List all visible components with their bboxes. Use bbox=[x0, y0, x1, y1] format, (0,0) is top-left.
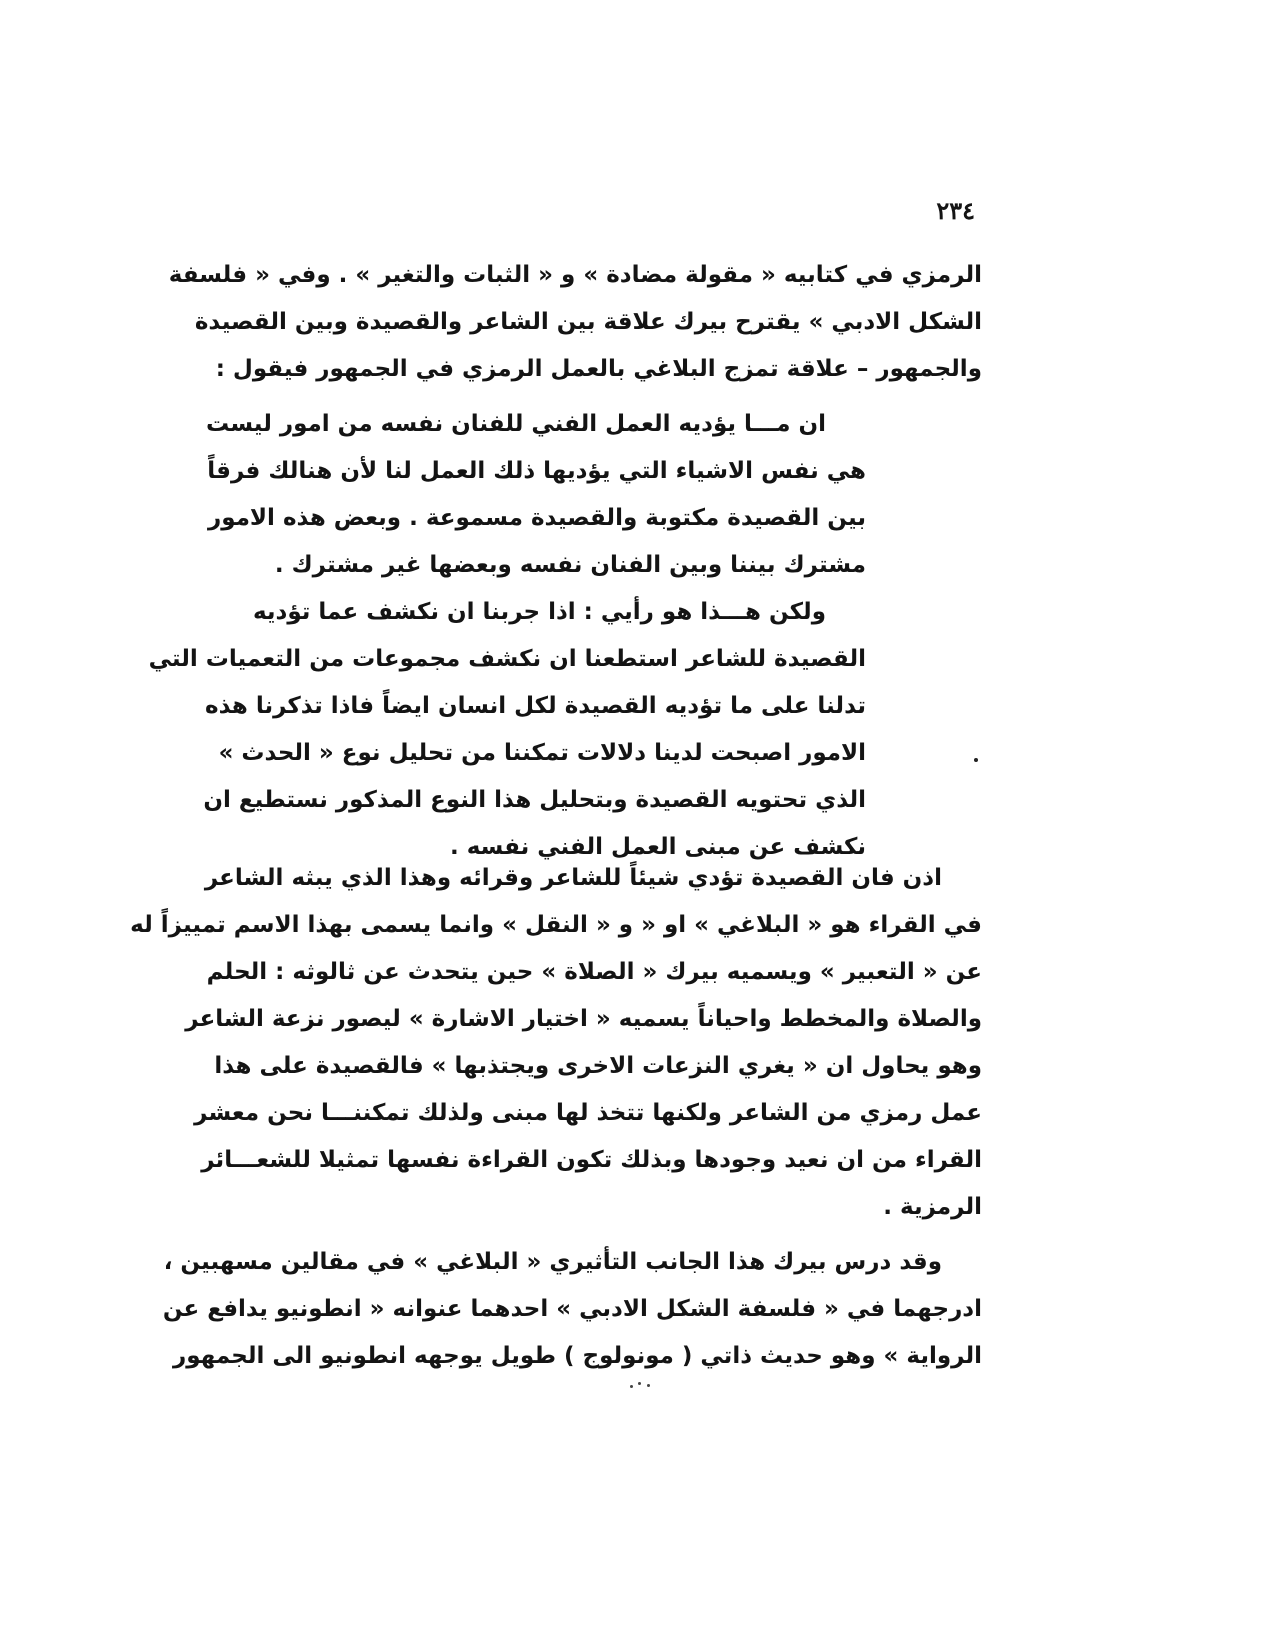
quote-line: الامور اصبحت لدينا دلالات تمكننا من تحليل نوع « الحدث » bbox=[218, 740, 866, 766]
quote-line: الذي تحتويه القصيدة وبتحليل هذا النوع المذكور نستطيع ان bbox=[203, 787, 866, 813]
paragraph-1 bbox=[168, 252, 982, 393]
paragraph-2 bbox=[130, 855, 982, 1231]
text-line: الرواية » وهو حديث ذاتي ( مونولوج ) طويل يوجهه انطونيو الى الجمهور bbox=[173, 1343, 982, 1369]
text-line: وقد درس بيرك هذا الجانب التأثيري « البلاغي » في مقالين مسهبين ، bbox=[163, 1249, 942, 1275]
text-line: اذن فان القصيدة تؤدي شيئاً للشاعر وقرائه وهذا الذي يبثه الشاعر bbox=[204, 865, 942, 891]
text-line: في القراء هو « البلاغي » او « و « النقل » وانما يسمى بهذا الاسم تمييزاً له bbox=[130, 912, 982, 938]
quote-line: بين القصيدة مكتوبة والقصيدة مسموعة . وبعض هذه الامور bbox=[208, 505, 866, 531]
quote-line: تدلنا على ما تؤديه القصيدة لكل انسان ايضاً فاذا تذكرنا هذه bbox=[205, 693, 866, 719]
stray-ink-dot bbox=[974, 758, 978, 762]
text-line: والجمهور – علاقة تمزج البلاغي بالعمل الرمزي في الجمهور فيقول : bbox=[215, 356, 982, 382]
text-line: القراء من ان نعيد وجودها وبذلك تكون القراءة نفسها تمثيلا للشعـــائر bbox=[201, 1147, 982, 1173]
page-number: ٢٣٤ bbox=[936, 196, 975, 225]
quote-line: القصيدة للشاعر استطعنا ان نكشف مجموعات من التعميات التي bbox=[148, 646, 866, 672]
text-line: ادرجهما في « فلسفة الشكل الادبي » احدهما عنوانه « انطونيو يدافع عن bbox=[162, 1296, 982, 1322]
stray-ink-marks bbox=[628, 1381, 652, 1389]
quote-line: نكشف عن مبنى العمل الفني نفسه . bbox=[449, 834, 866, 860]
text-line: الرمزية . bbox=[883, 1194, 982, 1220]
quote-line: هي نفس الاشياء التي يؤديها ذلك العمل لنا لأن هنالك فرقاً bbox=[207, 458, 866, 484]
quote-line: ان مـــا يؤديه العمل الفني للفنان نفسه من امور ليست bbox=[206, 411, 826, 437]
text-line: والصلاة والمخطط واحياناً يسميه « اختيار الاشارة » ليصور نزعة الشاعر bbox=[185, 1006, 982, 1032]
text-line: الشكل الادبي » يقترح بيرك علاقة بين الشاعر والقصيدة وبين القصيدة bbox=[194, 309, 982, 335]
quote-line: مشترك بيننا وبين الفنان نفسه وبعضها غير مشترك . bbox=[274, 552, 866, 578]
text-line: وهو يحاول ان « يغري النزعات الاخرى ويجتذبها » فالقصيدة على هذا bbox=[214, 1053, 982, 1079]
text-line: عن « التعبير » ويسميه بيرك « الصلاة » حين يتحدث عن ثالوثه : الحلم bbox=[206, 959, 982, 985]
quote-line: ولكن هـــذا هو رأيي : اذا جربنا ان نكشف عما تؤديه bbox=[252, 599, 826, 625]
block-quote bbox=[148, 401, 866, 871]
text-line: الرمزي في كتابيه « مقولة مضادة » و « الثبات والتغير » . وفي « فلسفة bbox=[168, 262, 982, 288]
paragraph-3 bbox=[162, 1239, 982, 1380]
text-line: عمل رمزي من الشاعر ولكنها تتخذ لها مبنى ولذلك تمكننـــا نحن معشر bbox=[194, 1100, 982, 1126]
